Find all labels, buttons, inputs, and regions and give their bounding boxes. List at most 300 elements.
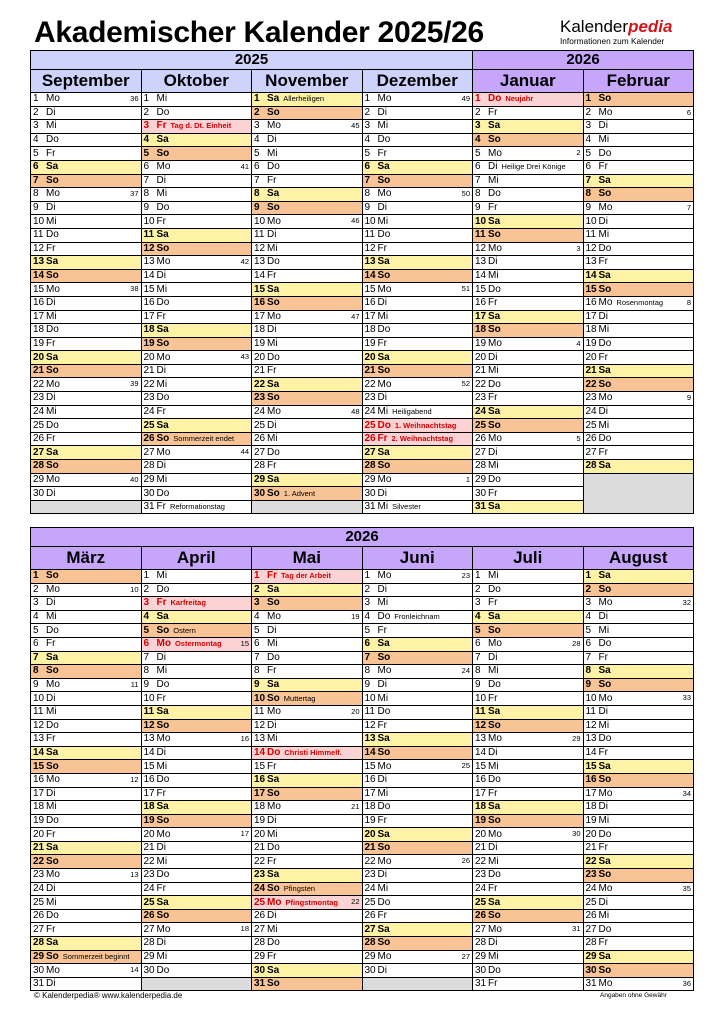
calendar-day xyxy=(473,855,584,869)
day-number: 19 xyxy=(364,337,376,349)
day-row xyxy=(31,378,694,392)
day-number: 18 xyxy=(254,324,266,336)
day-number: 27 xyxy=(254,923,266,935)
calendar-day xyxy=(141,364,252,378)
weekday-label: Sa xyxy=(488,801,501,813)
day-number: 3 xyxy=(33,120,39,132)
weekday-label: Do xyxy=(46,419,59,431)
calendar-day xyxy=(141,909,252,923)
calendar-day xyxy=(473,801,584,815)
calendar-day xyxy=(31,869,142,883)
calendar-day xyxy=(583,733,694,747)
month-header: Februar xyxy=(583,70,694,93)
weekday-label: So xyxy=(267,106,280,118)
week-number: 36 xyxy=(682,978,691,988)
day-number: 28 xyxy=(254,460,266,472)
weekday-label: Fr xyxy=(377,814,387,826)
weekday-label: So xyxy=(156,433,170,445)
weekday-label: Fr xyxy=(46,242,56,254)
calendar-day xyxy=(252,760,363,774)
weekday-label: So xyxy=(598,93,612,105)
day-row xyxy=(31,828,694,842)
calendar-day xyxy=(252,460,363,474)
day-row xyxy=(31,760,694,774)
weekday-label: Fr xyxy=(267,460,277,472)
weekday-label: Mi xyxy=(46,611,57,623)
event-label: Sommerzeit endet xyxy=(173,434,235,444)
day-number: 5 xyxy=(254,147,260,159)
day-number: 20 xyxy=(364,351,376,363)
calendar-day xyxy=(473,500,584,514)
day-number: 16 xyxy=(143,297,155,309)
event-label: Heilige Drei Könige xyxy=(501,162,566,172)
day-number: 12 xyxy=(254,242,266,254)
weekday-label: Mo xyxy=(46,964,60,976)
day-number: 16 xyxy=(585,774,597,786)
month-header: Mai xyxy=(252,547,363,570)
day-number: 17 xyxy=(364,310,376,322)
weekday-label: Di xyxy=(267,229,277,241)
weekday-label: Di xyxy=(46,297,56,309)
calendar-day xyxy=(31,228,142,242)
weekday-label: Do xyxy=(46,229,59,241)
day-number: 10 xyxy=(254,215,266,227)
weekday-label: Fr xyxy=(598,651,608,663)
day-number: 10 xyxy=(143,692,155,704)
weekday-label: Sa xyxy=(488,310,501,322)
weekday-label: Do xyxy=(377,134,391,146)
weekday-label: Mo xyxy=(598,392,613,404)
day-number: 11 xyxy=(33,229,44,241)
calendar-day xyxy=(141,242,252,256)
day-row xyxy=(31,364,694,378)
weekday-label: Mi xyxy=(156,93,168,105)
empty-day-cell xyxy=(31,500,142,514)
weekday-label: Do xyxy=(156,202,170,214)
calendar-day xyxy=(583,896,694,910)
day-number: 11 xyxy=(143,706,155,718)
calendar-day xyxy=(362,460,473,474)
week-number: 52 xyxy=(461,379,470,389)
day-number: 10 xyxy=(475,692,487,704)
day-number: 2 xyxy=(33,583,39,595)
weekday-label: Do xyxy=(488,583,501,595)
day-number: 9 xyxy=(143,202,150,214)
calendar-day xyxy=(252,814,363,828)
day-number: 5 xyxy=(143,147,150,159)
day-number: 10 xyxy=(33,215,45,227)
weekday-label: Do xyxy=(156,583,170,595)
calendar-day xyxy=(362,378,473,392)
weekday-label: Sa xyxy=(377,733,390,745)
calendar-day xyxy=(31,651,142,665)
weekday-label: Sa xyxy=(598,760,611,772)
day-number: 16 xyxy=(364,774,376,786)
calendar-day xyxy=(31,937,142,951)
weekday-label: So xyxy=(267,487,280,499)
weekday-label: Sa xyxy=(598,570,611,582)
weekday-label: Di xyxy=(377,583,387,595)
weekday-label: So xyxy=(46,365,59,377)
weekday-label: So xyxy=(377,651,391,663)
calendar-day xyxy=(362,256,473,270)
weekday-label: Sa xyxy=(156,611,169,623)
calendar-day xyxy=(252,446,363,460)
day-number: 24 xyxy=(33,882,45,894)
day-number: 16 xyxy=(254,297,266,309)
holiday-label: Karfreitag xyxy=(170,598,206,608)
weekday-label: Do xyxy=(488,473,501,485)
weekday-label: So xyxy=(46,855,59,867)
calendar-day xyxy=(141,228,252,242)
calendar-day xyxy=(31,419,142,433)
calendar-day xyxy=(583,923,694,937)
calendar-day xyxy=(362,133,473,147)
weekday-label: Di xyxy=(46,202,56,214)
weekday-label: Mi xyxy=(46,215,57,227)
month-header-row xyxy=(31,547,694,570)
day-row xyxy=(31,93,694,107)
day-number: 17 xyxy=(143,787,155,799)
day-number: 11 xyxy=(585,229,596,241)
weekday-label: Di xyxy=(267,624,277,636)
day-number: 3 xyxy=(143,120,150,132)
weekday-label: So xyxy=(156,910,170,922)
day-number: 5 xyxy=(33,624,39,636)
weekday-label: Mi xyxy=(267,923,278,935)
calendar-day xyxy=(252,773,363,787)
calendar-day xyxy=(473,828,584,842)
day-number: 21 xyxy=(475,842,487,854)
weekday-label: Mo xyxy=(377,188,392,200)
calendar-day xyxy=(583,269,694,283)
weekday-label: Mi xyxy=(488,760,499,772)
weekday-label: Sa xyxy=(488,706,501,718)
weekday-label: Di xyxy=(46,882,56,894)
calendar-day xyxy=(362,760,473,774)
calendar-day xyxy=(583,120,694,134)
weekday-label: Mi xyxy=(598,229,610,241)
day-number: 21 xyxy=(143,365,155,377)
weekday-label: Do xyxy=(46,814,59,826)
day-number: 18 xyxy=(585,801,597,813)
day-number: 25 xyxy=(585,419,597,431)
day-number: 9 xyxy=(585,202,592,214)
weekday-label: Do xyxy=(46,719,59,731)
weekday-label: Do xyxy=(156,869,170,881)
calendar-day xyxy=(583,801,694,815)
event-label: Heiligabend xyxy=(392,406,432,416)
weekday-label: Mi xyxy=(598,814,610,826)
calendar-day xyxy=(252,310,363,324)
weekday-label: So xyxy=(488,419,501,431)
day-number: 30 xyxy=(475,964,487,976)
day-number: 13 xyxy=(364,256,376,268)
calendar-day xyxy=(362,310,473,324)
calendar-day xyxy=(473,746,584,760)
calendar-day xyxy=(31,746,142,760)
day-row xyxy=(31,950,694,964)
weekday-label: Di xyxy=(46,978,56,990)
calendar-day xyxy=(583,705,694,719)
weekday-label: So xyxy=(46,760,59,772)
day-number: 3 xyxy=(475,120,481,132)
day-number: 25 xyxy=(143,896,155,908)
weekday-label: Di xyxy=(156,365,166,377)
weekday-label: Fr xyxy=(46,337,56,349)
day-number: 13 xyxy=(143,733,155,745)
weekday-label: Do xyxy=(488,869,501,881)
weekday-label: Sa xyxy=(156,419,169,431)
holiday-label: 1. Weihnachtstag xyxy=(394,420,457,430)
day-number: 2 xyxy=(364,583,371,595)
weekday-label: Fr xyxy=(488,202,498,214)
holiday-label: 2. Weihnachtstag xyxy=(391,434,454,444)
calendar-day xyxy=(252,828,363,842)
weekday-label: Mo xyxy=(377,570,392,582)
day-number: 20 xyxy=(475,828,487,840)
day-number: 27 xyxy=(33,446,45,458)
weekday-label: Di xyxy=(267,719,277,731)
day-number: 23 xyxy=(33,869,45,881)
calendar-day xyxy=(473,882,584,896)
calendar-day xyxy=(362,228,473,242)
day-number: 15 xyxy=(585,283,597,295)
calendar-day xyxy=(252,93,363,107)
weekday-label: Sa xyxy=(46,446,59,458)
weekday-label: So xyxy=(46,174,59,186)
calendar-day xyxy=(141,964,252,978)
calendar-day xyxy=(583,228,694,242)
day-number: 20 xyxy=(33,828,45,840)
calendar-day xyxy=(583,215,694,229)
day-number: 22 xyxy=(254,378,266,390)
day-number: 14 xyxy=(143,270,155,282)
calendar-day xyxy=(252,896,363,910)
day-number: 8 xyxy=(254,665,260,677)
calendar-day xyxy=(31,624,142,638)
weekday-label: So xyxy=(156,814,170,826)
calendar-day xyxy=(362,869,473,883)
calendar-day xyxy=(583,665,694,679)
day-number: 20 xyxy=(33,351,45,363)
day-number: 6 xyxy=(475,161,481,173)
week-number: 6 xyxy=(686,107,691,117)
weekday-label: Sa xyxy=(488,215,501,227)
calendar-day xyxy=(31,909,142,923)
calendar-day xyxy=(473,432,584,446)
weekday-label: Mi xyxy=(46,706,57,718)
calendar-day xyxy=(473,364,584,378)
weekday-label: Do xyxy=(267,747,281,759)
day-number: 5 xyxy=(364,624,371,636)
day-number: 1 xyxy=(143,93,150,105)
day-number: 14 xyxy=(475,270,487,282)
month-header: November xyxy=(252,70,363,93)
calendar-day xyxy=(252,923,363,937)
calendar-day xyxy=(473,977,584,991)
calendar-day xyxy=(583,855,694,869)
weekday-label: Do xyxy=(377,324,391,336)
event-label: Muttertag xyxy=(283,693,316,703)
weekday-label: Sa xyxy=(46,351,59,363)
day-number: 14 xyxy=(254,270,266,282)
day-number: 10 xyxy=(143,215,155,227)
calendar-block-winter xyxy=(30,50,694,514)
weekday-label: Fr xyxy=(598,747,608,759)
holiday-label: Pfingstmontag xyxy=(285,897,338,907)
weekday-label: Fr xyxy=(488,882,498,894)
calendar-day xyxy=(362,637,473,651)
day-number: 14 xyxy=(475,747,487,759)
calendar-title: Akademischer Kalender 2025/26 xyxy=(34,16,484,49)
day-number: 23 xyxy=(475,392,487,404)
day-number: 30 xyxy=(364,487,376,499)
weekday-label: Fr xyxy=(488,692,498,704)
weekday-label: Do xyxy=(156,487,170,499)
day-row xyxy=(31,637,694,651)
calendar-day xyxy=(252,937,363,951)
day-number: 22 xyxy=(143,378,155,390)
weekday-label: Mi xyxy=(488,365,499,377)
day-number: 12 xyxy=(475,719,487,731)
calendar-day xyxy=(473,392,584,406)
day-number: 10 xyxy=(364,692,376,704)
calendar-day xyxy=(362,705,473,719)
weekday-label: So xyxy=(156,719,170,731)
weekday-label: Do xyxy=(46,910,59,922)
day-number: 31 xyxy=(475,978,487,990)
day-row xyxy=(31,296,694,310)
day-number: 23 xyxy=(33,392,45,404)
day-number: 10 xyxy=(364,215,376,227)
day-number: 24 xyxy=(143,882,155,894)
kalenderpedia-logo[interactable] xyxy=(560,18,700,46)
weekday-label: Mi xyxy=(488,665,499,677)
calendar-day xyxy=(252,705,363,719)
calendar-day xyxy=(31,719,142,733)
empty-day-cell xyxy=(362,977,473,991)
day-row xyxy=(31,651,694,665)
day-number: 28 xyxy=(143,937,155,949)
day-number: 9 xyxy=(585,679,592,691)
weekday-label: Mi xyxy=(377,120,389,132)
weekday-label: Mo xyxy=(488,147,502,159)
weekday-label: Di xyxy=(156,651,166,663)
day-number: 15 xyxy=(254,283,266,295)
weekday-label: Sa xyxy=(46,937,59,949)
weekday-label: Mi xyxy=(377,882,389,894)
calendar-day xyxy=(583,583,694,597)
weekday-label: Sa xyxy=(267,188,280,200)
weekday-label: Fr xyxy=(46,923,56,935)
day-number: 23 xyxy=(143,869,155,881)
day-number: 6 xyxy=(254,161,260,173)
calendar-day xyxy=(141,692,252,706)
calendar-day xyxy=(583,610,694,624)
day-number: 8 xyxy=(143,188,150,200)
day-row xyxy=(31,841,694,855)
day-number: 14 xyxy=(33,270,45,282)
weekday-label: Fr xyxy=(267,855,277,867)
weekday-label: Di xyxy=(46,787,56,799)
day-number: 4 xyxy=(143,611,150,623)
day-number: 8 xyxy=(33,665,39,677)
day-number: 6 xyxy=(143,161,150,173)
day-number: 30 xyxy=(254,487,266,499)
weekday-label: Mi xyxy=(156,855,168,867)
day-number: 12 xyxy=(585,242,597,254)
day-number: 25 xyxy=(364,419,376,431)
calendar-day xyxy=(141,814,252,828)
year-header: 2025 xyxy=(31,51,473,70)
day-number: 4 xyxy=(33,134,39,146)
day-number: 4 xyxy=(364,611,371,623)
day-number: 19 xyxy=(585,814,597,826)
day-row xyxy=(31,583,694,597)
month-header: Juli xyxy=(473,547,584,570)
calendar-day xyxy=(31,269,142,283)
day-number: 11 xyxy=(364,229,375,241)
day-number: 27 xyxy=(364,923,376,935)
day-number: 18 xyxy=(585,324,597,336)
weekday-label: Mo xyxy=(598,597,613,609)
year-header: 2026 xyxy=(31,528,694,547)
weekday-label: Do xyxy=(598,828,612,840)
calendar-day xyxy=(362,937,473,951)
weekday-label: Fr xyxy=(377,147,387,159)
year-header-row xyxy=(31,528,694,547)
calendar-day xyxy=(252,882,363,896)
event-label: Sommerzeit beginnt xyxy=(62,951,130,961)
weekday-label: Sa xyxy=(156,896,169,908)
day-number: 11 xyxy=(254,229,265,241)
weekday-label: Mi xyxy=(377,405,389,417)
day-number: 26 xyxy=(143,910,155,922)
day-number: 15 xyxy=(143,760,155,772)
month-header-row xyxy=(31,70,694,93)
day-row xyxy=(31,351,694,365)
calendar-day xyxy=(141,432,252,446)
day-row xyxy=(31,719,694,733)
week-number: 34 xyxy=(682,788,691,798)
day-number: 3 xyxy=(585,597,592,609)
weekday-label: Mo xyxy=(267,896,282,908)
month-header: Dezember xyxy=(362,70,473,93)
weekday-label: Di xyxy=(488,651,498,663)
calendar-day xyxy=(31,665,142,679)
weekday-label: Do xyxy=(488,774,501,786)
calendar-day xyxy=(473,473,584,487)
day-number: 9 xyxy=(33,679,39,691)
day-number: 28 xyxy=(364,460,376,472)
week-number: 38 xyxy=(130,284,139,294)
day-number: 2 xyxy=(143,583,150,595)
calendar-day xyxy=(31,814,142,828)
weekday-label: Fr xyxy=(377,337,387,349)
calendar-day xyxy=(362,106,473,120)
weekday-label: Fr xyxy=(598,842,608,854)
calendar-day xyxy=(473,760,584,774)
weekday-label: Do xyxy=(598,337,612,349)
calendar-day xyxy=(473,787,584,801)
calendar-day xyxy=(473,678,584,692)
calendar-day xyxy=(141,310,252,324)
event-label: Silvester xyxy=(392,502,421,512)
day-number: 6 xyxy=(33,161,39,173)
day-number: 23 xyxy=(254,392,266,404)
weekday-label: Mo xyxy=(156,161,171,173)
